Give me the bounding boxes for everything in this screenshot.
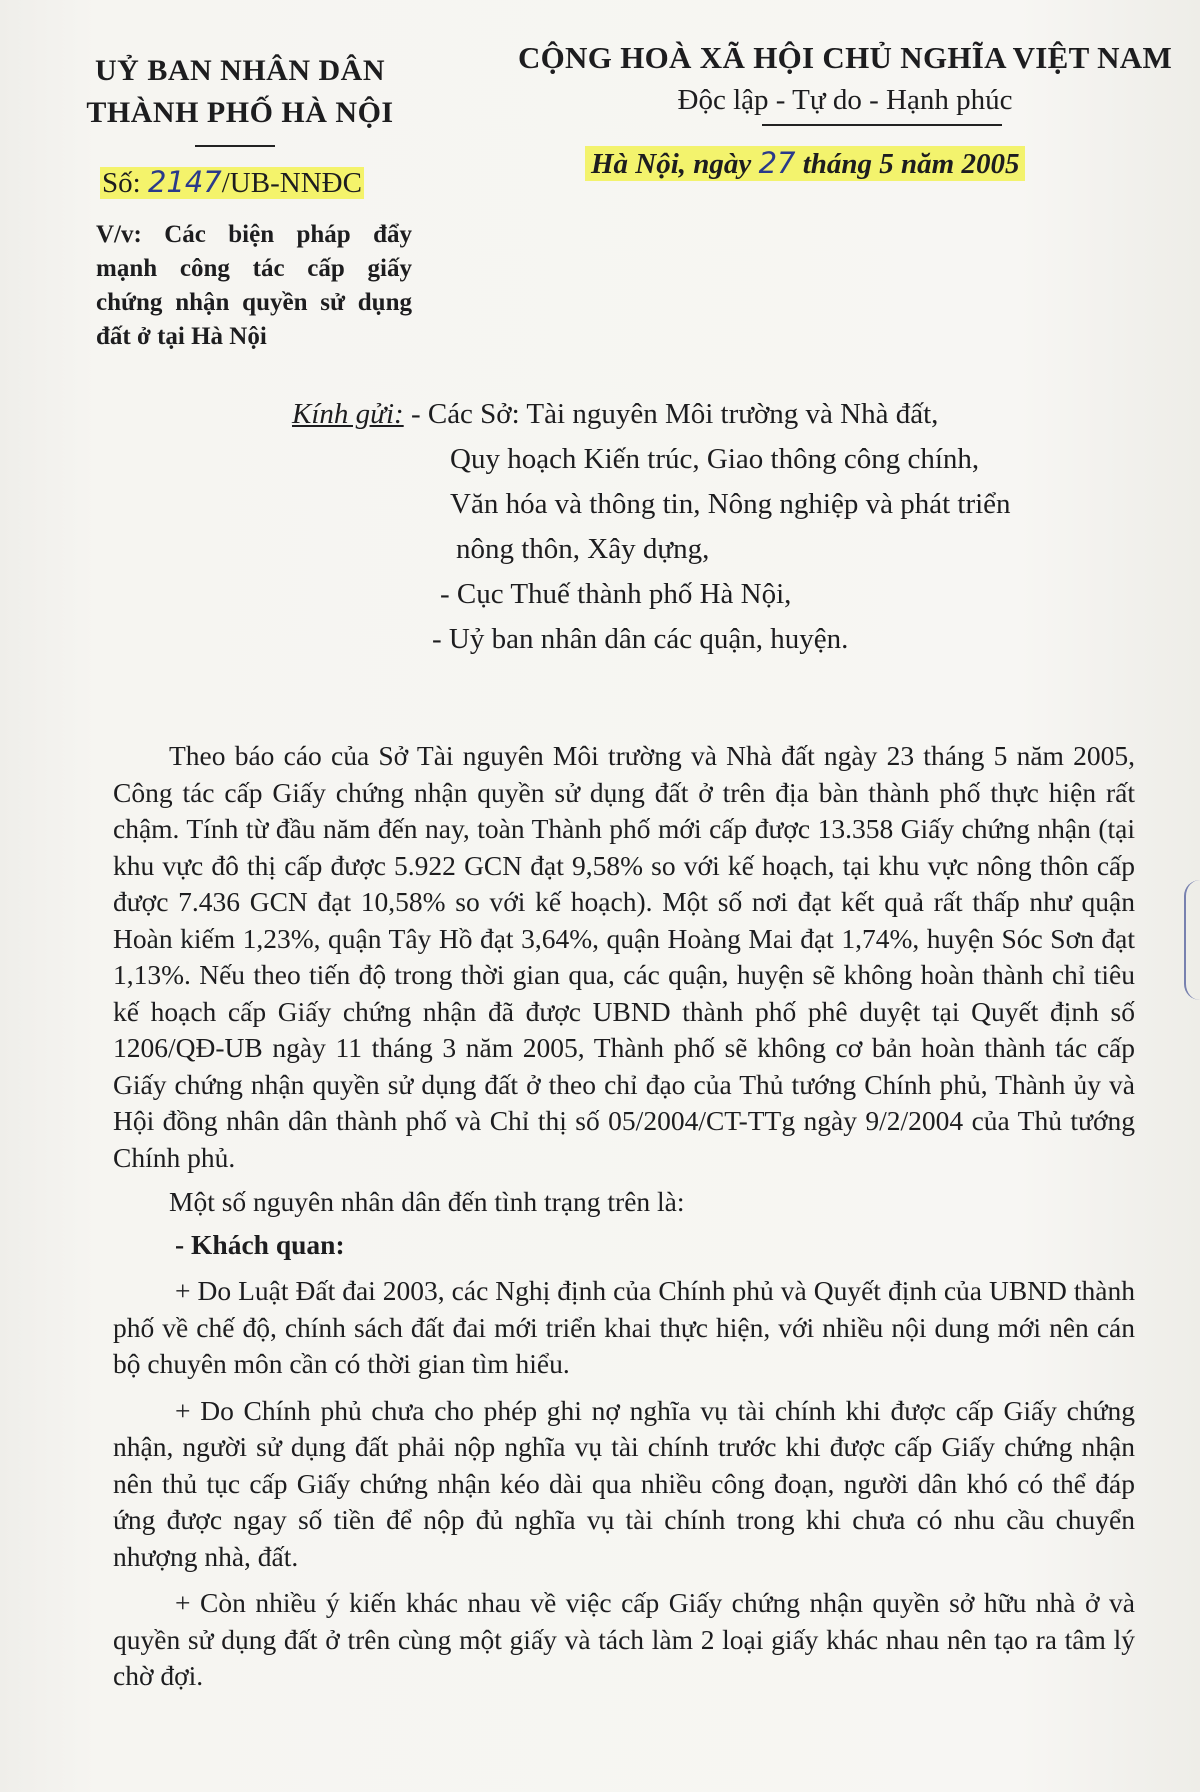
document-number <box>100 165 364 200</box>
date-day-handwritten: 27 <box>758 146 796 180</box>
national-motto: Độc lập - Tự do - Hạnh phúc <box>677 84 1013 116</box>
recipient-line: - Uỷ ban nhân dân các quận, huyện. <box>432 623 849 655</box>
recipient-text: - Các Sở: Tài nguyên Môi trường và Nhà đất, <box>403 398 939 430</box>
document-number-highlight <box>100 167 364 199</box>
body-list-item: + Do Chính phủ chưa cho phép ghi nợ nghĩa vụ tài chính khi được cấp Giấy chứng nhận, người sử dụng đất phải nộp nghĩa vụ tài chính trước khi được cấp Giấy chứng nhận nên thủ tục cấp Giấy chứng nhận kéo dài qua nhiều công đoạn, người dân khó có thể đáp ứng được ngay số tiền để nộp đủ nghĩa vụ tài chính trong khi chưa có nhu cầu chuyển nhượng nhà, đất. <box>113 1394 1135 1572</box>
motto-divider <box>762 124 1002 126</box>
body-list-item: + Do Luật Đất đai 2003, các Nghị định của Chính phủ và Quyết định của UBND thành phố về chế độ, chính sách đất đai mới triển khai thực hiện, với nhiều nội dung mới nên cán bộ chuyên môn cần có thời gian tìm hiểu. <box>113 1275 1135 1379</box>
doc-number-suffix: /UB-NNĐC <box>221 167 362 199</box>
section-heading: - Khách quan: <box>175 1228 345 1260</box>
body-paragraph: Một số nguyên nhân dân đến tình trạng trên là: <box>169 1186 685 1217</box>
recipient-line: nông thôn, Xây dựng, <box>456 533 710 565</box>
date-suffix: tháng 5 năm 2005 <box>795 148 1020 180</box>
recipients-label: Kính gửi: <box>292 398 404 430</box>
document-date <box>585 146 1025 181</box>
issuing-organization <box>60 50 420 134</box>
body-list-item: + Còn nhiều ý kiến khác nhau về việc cấp Giấy chứng nhận quyền sở hữu nhà ở và quyền sử dụng đất ở trên cùng một giấy và tách làm 2 loại giấy khác nhau nên tạo ra tâm lý chờ đợi. <box>113 1587 1135 1691</box>
recipient-line <box>292 392 1152 437</box>
doc-number-handwritten: 2147 <box>147 165 222 199</box>
stamp-edge-mark <box>1184 880 1200 1000</box>
date-prefix: Hà Nội, ngày <box>591 148 759 180</box>
body-paragraph: Theo báo cáo của Sở Tài nguyên Môi trường và Nhà đất ngày 23 tháng 5 năm 2005, Công tác cấp Giấy chứng nhận quyền sử dụng đất ở trên địa bàn thành phố thực hiện rất chậm. Tính từ đầu năm đến nay, toàn Thành phố mới cấp được 13.358 Giấy chứng nhận (tại khu vực đô thị cấp được 5.922 GCN đạt 9,58% so với kế hoạch, tại khu vực nông thôn cấp được 7.436 GCN đạt 10,58% so với kế hoạch). Một số nơi đạt kết quả rất thấp như quận Hoàn kiếm 1,23%, quận Tây Hồ đạt 3,64%, quận Hoàng Mai đạt 1,74%, huyện Sóc Sơn đạt 1,13%. Nếu theo tiến độ trong thời gian qua, các quận, huyện sẽ không hoàn thành chỉ tiêu kế hoạch cấp Giấy chứng nhận đã được UBND thành phố phê duyệt tại Quyết định số 1206/QĐ-UB ngày 11 tháng 3 năm 2005, Thành phố sẽ không cơ bản hoàn thành tác cấp Giấy chứng nhận quyền sử dụng đất ở theo chỉ đạo của Thủ tướng Chính phủ, Thành ủy và Hội đồng nhân dân thành phố và Chỉ thị số 05/2004/CT-TTg ngày 9/2/2004 của Thủ tướng Chính phủ. <box>113 740 1135 1173</box>
doc-number-prefix: Số: <box>102 167 148 199</box>
recipient-line: - Cục Thuế thành phố Hà Nội, <box>440 578 792 610</box>
recipients-block <box>292 392 1152 662</box>
org-divider <box>195 145 275 147</box>
letter-body <box>113 738 1135 1695</box>
document-subject: V/v: Các biện pháp đẩy mạnh công tác cấp giấy chứng nhận quyền sử dụng đất ở tại Hà Nội <box>96 221 412 350</box>
national-title: CỘNG HOÀ XÃ HỘI CHỦ NGHĨA VIỆT NAM <box>517 40 1173 75</box>
org-line-1: UỶ BAN NHÂN DÂN <box>95 54 385 87</box>
org-line-2: THÀNH PHỐ HÀ NỘI <box>86 96 394 129</box>
recipient-line: Văn hóa và thông tin, Nông nghiệp và phát triển <box>450 488 1011 520</box>
recipient-line: Quy hoạch Kiến trúc, Giao thông công chính, <box>450 443 980 475</box>
